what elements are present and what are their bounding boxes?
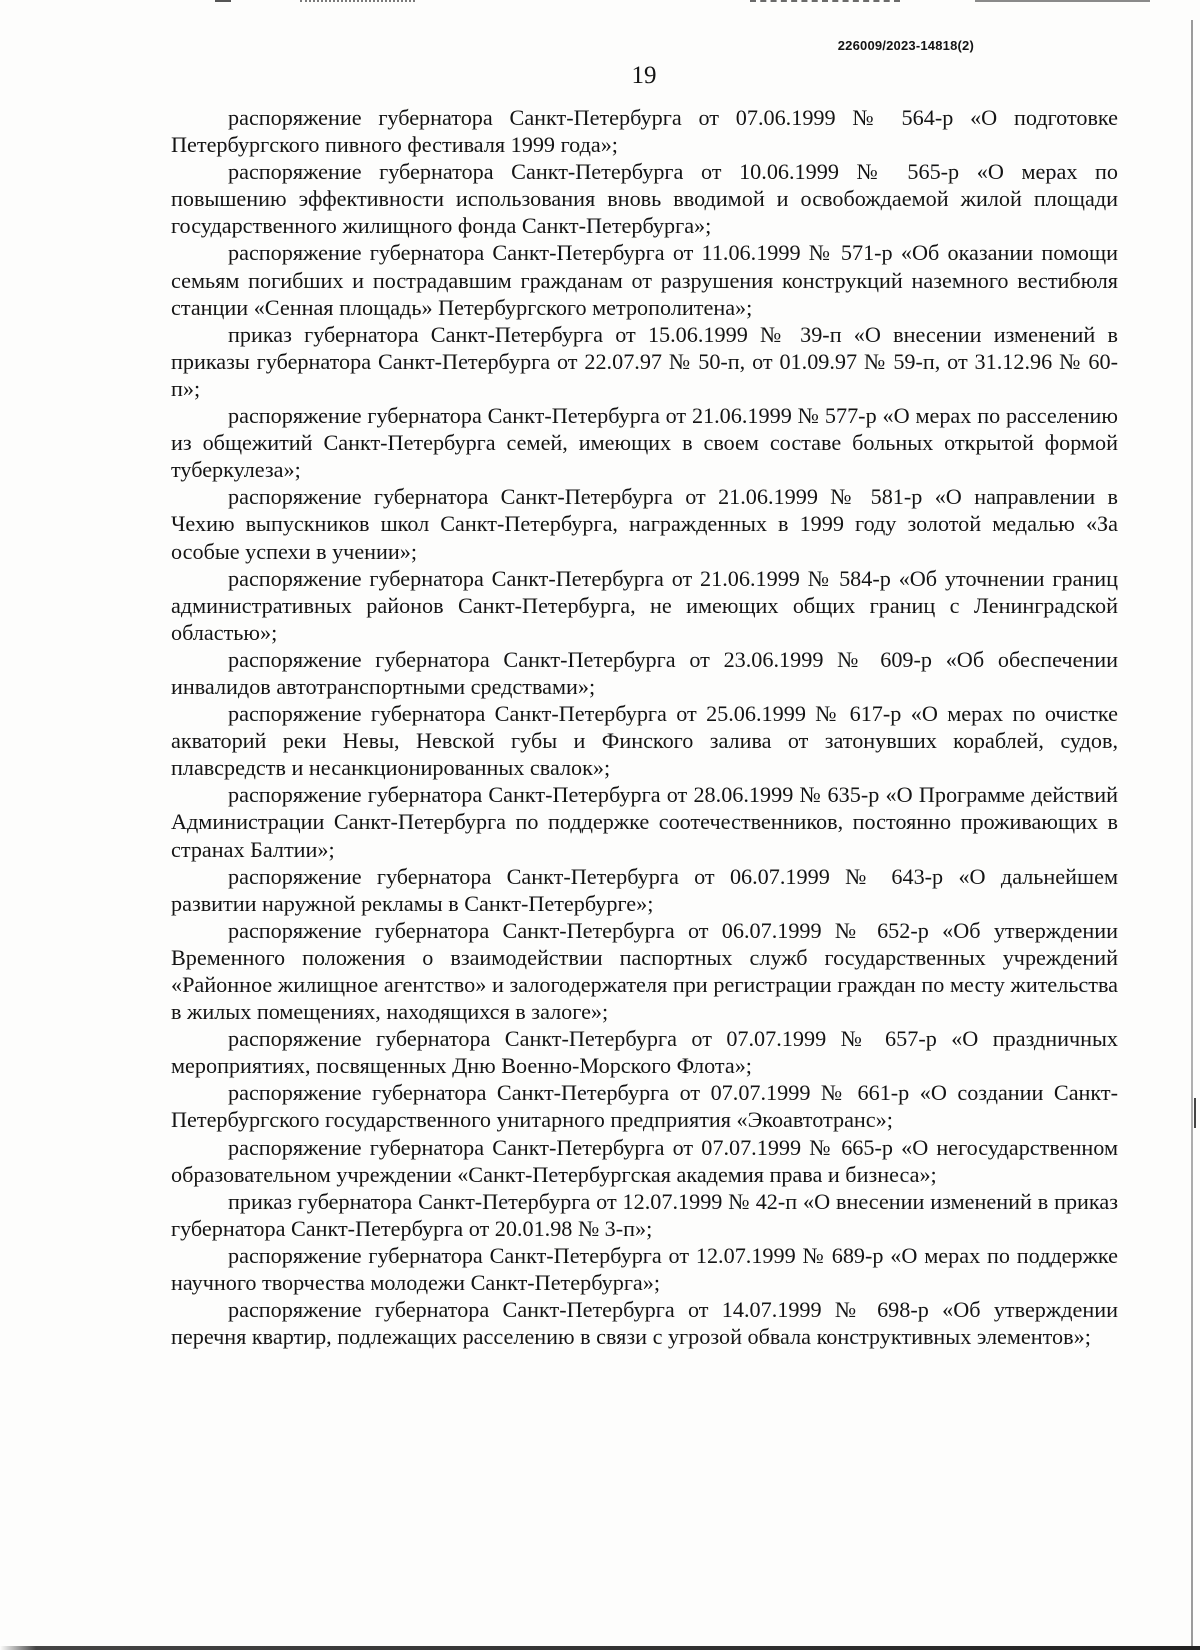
scan-edge-mark	[1194, 1098, 1196, 1128]
page-number: 19	[631, 62, 657, 89]
scan-edge-bottom	[0, 1646, 1200, 1650]
document-body	[171, 104, 1118, 1350]
scan-artifact-top	[975, 0, 1150, 4]
list-item: распоряжение губернатора Санкт-Петербурга от 10.06.1999 № 565-р «О мерах по повышению эффективности использования вновь вводимой и освобождаемой жилой площади государственного жилищного фонда Санкт-Петербурга»;	[171, 159, 1118, 239]
list-item: распоряжение губернатора Санкт-Петербурга от 28.06.1999 № 635-р «О Программе действий Администрации Санкт-Петербурга по поддержке соотечественников, постоянно проживающих в странах Балтии»;	[171, 782, 1118, 862]
list-item: распоряжение губернатора Санкт-Петербурга от 07.07.1999 № 657-р «О праздничных мероприятиях, посвященных Дню Военно-Морского Флота»;	[171, 1026, 1118, 1079]
list-item: распоряжение губернатора Санкт-Петербурга от 25.06.1999 № 617-р «О мерах по очистке акваторий реки Невы, Невской губы и Финского залива от затонувших кораблей, судов, плавсредств и несанкционированных свалок»;	[171, 701, 1118, 781]
list-item: приказ губернатора Санкт-Петербурга от 15.06.1999 № 39-п «О внесении изменений в приказы губернатора Санкт-Петербурга от 22.07.97 № 50-п, от 01.09.97 № 59-п, от 31.12.96 № 60-п»;	[171, 321, 1118, 401]
list-item: приказ губернатора Санкт-Петербурга от 12.07.1999 № 42-п «О внесении изменений в приказ губернатора Санкт-Петербурга от 20.01.98 № 3-п»;	[171, 1188, 1118, 1241]
list-item: распоряжение губернатора Санкт-Петербурга от 23.06.1999 № 609-р «Об обеспечении инвалидов автотранспортными средствами»;	[171, 646, 1118, 699]
list-item: распоряжение губернатора Санкт-Петербурга от 14.07.1999 № 698-р «Об утверждении перечня квартир, подлежащих расселению в связи с угрозой обвала конструктивных элементов»;	[171, 1297, 1118, 1350]
list-item: распоряжение губернатора Санкт-Петербурга от 07.06.1999 № 564-р «О подготовке Петербургского пивного фестиваля 1999 года»;	[171, 105, 1118, 158]
list-item: распоряжение губернатора Санкт-Петербурга от 11.06.1999 № 571-р «Об оказании помощи семьям погибших и пострадавшим гражданам от разрушения конструкций наземного вестибюля станции «Сенная площадь» Петербургского метрополитена»;	[171, 240, 1118, 320]
list-item: распоряжение губернатора Санкт-Петербурга от 12.07.1999 № 689-р «О мерах по поддержке научного творчества молодежи Санкт-Петербурга»;	[171, 1242, 1118, 1296]
list-item: распоряжение губернатора Санкт-Петербурга от 06.07.1999 № 643-р «О дальнейшем развитии наружной рекламы в Санкт-Петербурге»;	[171, 863, 1118, 916]
list-item: распоряжение губернатора Санкт-Петербурга от 06.07.1999 № 652-р «Об утверждении Временного положения о взаимодействии паспортных служб государственных учреждений «Районное жилищное агентство» и залогодержателя при регистрации граждан по месту жительства в жилых помещениях, находящихся в залоге»;	[171, 917, 1118, 1025]
scan-artifact-top	[750, 0, 900, 5]
list-item: распоряжение губернатора Санкт-Петербурга от 07.07.1999 № 665-р «О негосударственном образовательном учреждении «Санкт-Петербургская академия права и бизнеса»;	[171, 1134, 1118, 1187]
scan-edge-right	[1191, 20, 1193, 1650]
scan-artifact-top	[300, 0, 415, 5]
document-registration-number: 226009/2023-14818(2)	[837, 38, 974, 53]
list-item: распоряжение губернатора Санкт-Петербурга от 07.07.1999 № 661-р «О создании Санкт-Петербургского государственного унитарного предприятия «Экоавтотранс»;	[171, 1080, 1118, 1133]
list-item: распоряжение губернатора Санкт-Петербурга от 21.06.1999 № 577-р «О мерах по расселению из общежитий Санкт-Петербурга семей, имеющих в своем составе больных открытой формой туберкулеза»;	[171, 403, 1118, 483]
scan-artifact-top	[215, 0, 231, 2]
list-item: распоряжение губернатора Санкт-Петербурга от 21.06.1999 № 581-р «О направлении в Чехию выпускников школ Санкт-Петербурга, награжденных в 1999 году золотой медалью «За особые успехи в учении»;	[171, 484, 1118, 564]
list-item: распоряжение губернатора Санкт-Петербурга от 21.06.1999 № 584-р «Об уточнении границ административных районов Санкт-Петербурга, не имеющих общих границ с Ленинградской областью»;	[171, 565, 1118, 645]
